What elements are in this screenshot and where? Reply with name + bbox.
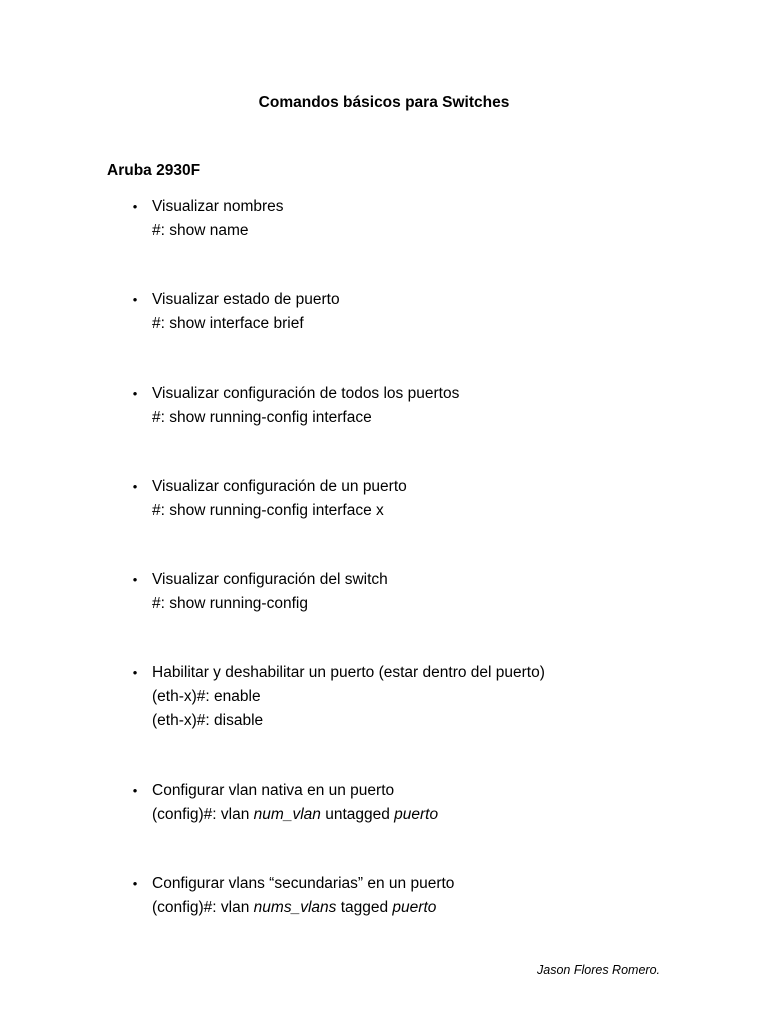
list-item-all-ports-config	[132, 382, 460, 430]
command-prefix: (config)#: vlan	[152, 806, 254, 823]
command-middle: tagged	[336, 899, 393, 916]
list-item-enable-disable-port	[132, 661, 545, 733]
item-command-disable: (eth-x)#: disable	[152, 712, 264, 729]
bullet-icon: •	[132, 199, 138, 214]
command-middle: untagged	[320, 806, 395, 823]
item-label: Visualizar configuración de un puerto	[152, 478, 407, 495]
command-arg-port: puerto	[392, 899, 437, 916]
list-item-native-vlan	[132, 779, 439, 827]
item-command-enable: (eth-x)#: enable	[152, 688, 261, 705]
item-command: #: show running-config interface x	[152, 502, 384, 519]
list-item-show-name	[132, 195, 284, 243]
item-command: #: show running-config interface	[152, 409, 372, 426]
bullet-icon: •	[132, 292, 138, 307]
bullet-icon: •	[132, 876, 138, 891]
item-label: Habilitar y deshabilitar un puerto (estar dentro del puerto)	[152, 664, 545, 681]
footer-author: Jason Flores Romero.	[537, 963, 660, 977]
item-label: Visualizar nombres	[152, 198, 284, 215]
item-label: Configurar vlans “secundarias” en un puerto	[152, 875, 455, 892]
bullet-icon: •	[132, 572, 138, 587]
bullet-icon: •	[132, 665, 138, 680]
item-command	[152, 803, 438, 827]
list-item-interface-brief	[132, 288, 340, 336]
document-title: Comandos básicos para Switches	[258, 94, 510, 111]
bullet-icon: •	[132, 479, 138, 494]
bullet-icon: •	[132, 386, 138, 401]
section-heading: Aruba 2930F	[107, 162, 201, 179]
item-command: #: show name	[152, 222, 249, 239]
command-arg-port: puerto	[394, 806, 439, 823]
list-item-switch-config	[132, 568, 388, 616]
item-label: Configurar vlan nativa en un puerto	[152, 782, 395, 799]
item-label: Visualizar configuración del switch	[152, 571, 388, 588]
item-command: #: show running-config	[152, 595, 308, 612]
command-arg-vlans: nums_vlans	[253, 899, 337, 916]
list-item-port-config	[132, 475, 407, 523]
bullet-icon: •	[132, 783, 138, 798]
item-command	[152, 896, 454, 920]
item-command: #: show interface brief	[152, 315, 304, 332]
command-arg-vlan: num_vlan	[253, 806, 321, 823]
list-item-secondary-vlans	[132, 872, 455, 920]
item-label: Visualizar configuración de todos los puertos	[152, 385, 460, 402]
command-prefix: (config)#: vlan	[152, 899, 254, 916]
item-label: Visualizar estado de puerto	[152, 291, 340, 308]
